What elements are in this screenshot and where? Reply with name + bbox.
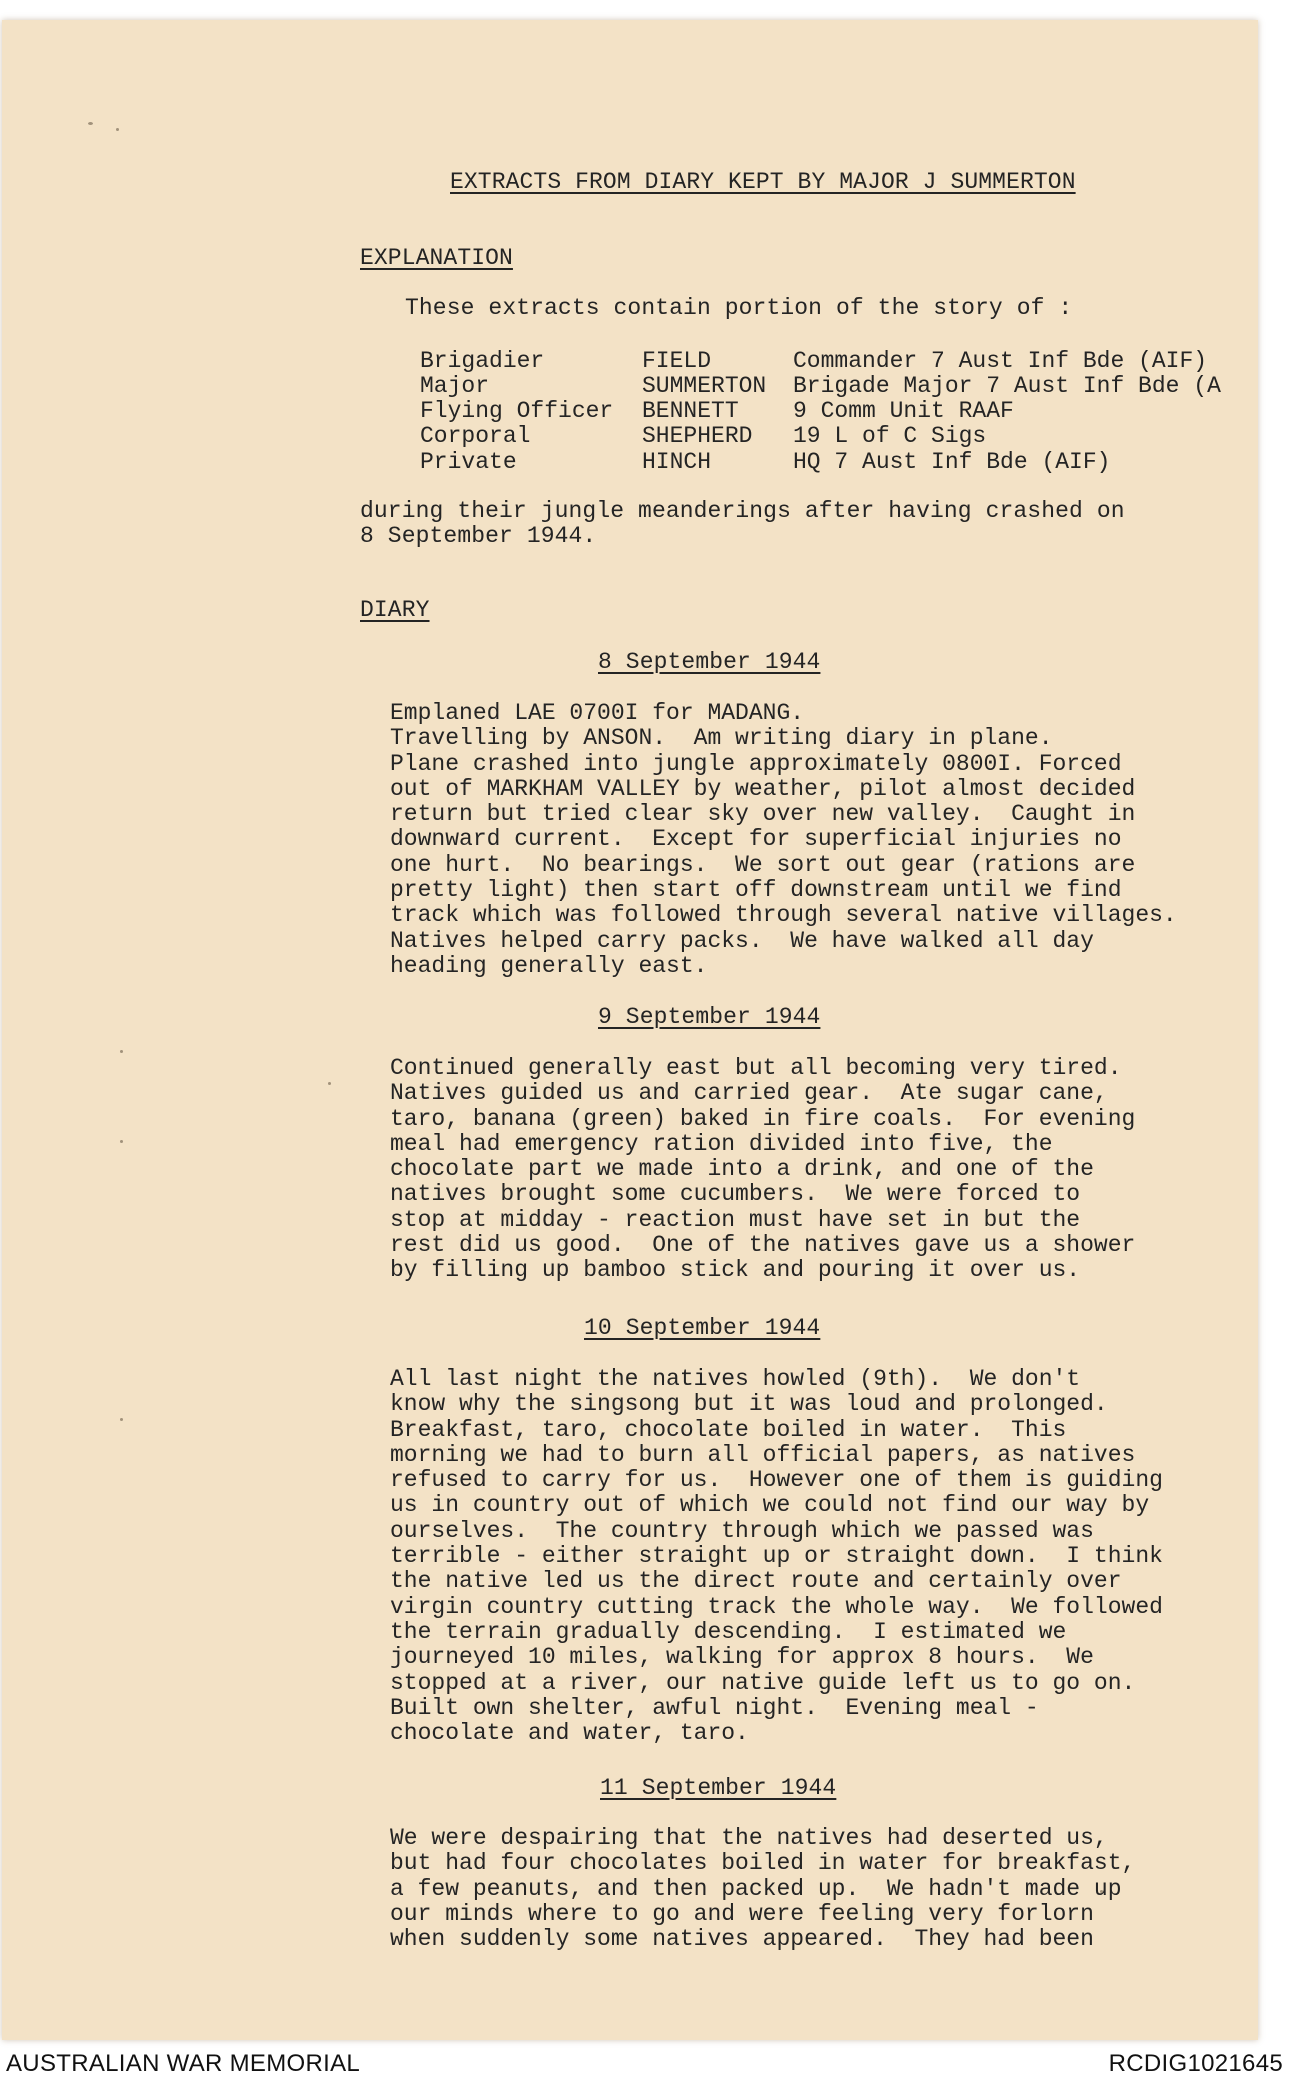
entry-line: the terrain gradually descending. I estimated we — [390, 1618, 1067, 1645]
paper-mark — [120, 1050, 123, 1053]
explanation-heading: EXPLANATION — [360, 245, 513, 271]
paper-mark — [116, 128, 119, 131]
cast-role: HQ 7 Aust Inf Bde (AIF) — [793, 449, 1111, 475]
document-title: EXTRACTS FROM DIARY KEPT BY MAJOR J SUMMERTON — [450, 169, 1076, 195]
entry-line: Built own shelter, awful night. Evening meal - — [390, 1694, 1039, 1721]
cast-name: FIELD — [642, 348, 712, 374]
entry-line: natives brought some cucumbers. We were forced to — [390, 1181, 1081, 1208]
outro-line: 8 September 1944. — [360, 523, 597, 549]
cast-name: BENNETT — [642, 398, 739, 424]
cast-name: HINCH — [642, 449, 712, 475]
paper-mark — [120, 1140, 123, 1143]
entry-date: 9 September 1944 — [598, 1004, 821, 1030]
entry-date: 8 September 1944 — [598, 649, 821, 675]
footer-archive-name: AUSTRALIAN WAR MEMORIAL — [6, 2050, 361, 2077]
paper-mark — [328, 1082, 331, 1085]
entry-line: pretty light) then start off downstream until we find — [390, 877, 1122, 904]
entry-line: chocolate and water, taro. — [390, 1720, 749, 1747]
entry-line: return but tried clear sky over new valley. Caught in — [390, 801, 1136, 828]
entry-line: Emplaned LAE 0700I for MADANG. — [390, 700, 805, 726]
cast-name: SUMMERTON — [642, 373, 767, 399]
entry-line: out of MARKHAM VALLEY by weather, pilot almost decided — [390, 775, 1136, 802]
entry-body — [390, 1367, 1163, 1746]
entry-line: stopped at a river, our native guide left us to go on. — [390, 1669, 1136, 1696]
entry-line: track which was followed through several native villages. — [390, 902, 1177, 929]
entry-line: Natives helped carry packs. We have walked all day — [390, 927, 1094, 954]
entry-line: terrible - either straight up or straight down. I think — [390, 1543, 1163, 1570]
entry-body — [390, 1056, 1135, 1284]
entry-line: stop at midday - reaction must have set in but the — [390, 1206, 1081, 1233]
entry-line: Breakfast, taro, chocolate boiled in water. This — [390, 1416, 1067, 1443]
entry-line: know why the singsong but it was loud and prolonged. — [390, 1391, 1108, 1418]
entry-body — [390, 701, 1177, 979]
intro-text: These extracts contain portion of the story of : — [405, 295, 1073, 321]
entry-line: refused to carry for us. However one of them is guiding — [390, 1467, 1163, 1494]
cast-rank: Major — [420, 373, 490, 399]
entry-line: taro, banana (green) baked in fire coals. For evening — [390, 1105, 1136, 1132]
paper-mark — [120, 1418, 123, 1421]
entry-line: Continued generally east but all becoming very tired. — [390, 1055, 1122, 1081]
entry-line: Natives guided us and carried gear. Ate sugar cane, — [390, 1080, 1108, 1107]
entry-line: one hurt. No bearings. We sort out gear (rations are — [390, 851, 1136, 878]
cast-role: Commander 7 Aust Inf Bde (AIF) — [793, 348, 1208, 374]
cast-rank: Private — [420, 449, 517, 475]
entry-body — [390, 1826, 1135, 1952]
entry-line: journeyed 10 miles, walking for approx 8 hours. We — [390, 1644, 1094, 1671]
entry-line: us in country out of which we could not find our way by — [390, 1492, 1150, 1519]
entry-line: heading generally east. — [390, 952, 708, 979]
entry-line: when suddenly some natives appeared. They had been — [390, 1926, 1094, 1953]
entry-line: We were despairing that the natives had deserted us, — [390, 1825, 1108, 1851]
entry-line: All last night the natives howled (9th). We don't — [390, 1366, 1081, 1392]
entry-line: meal had emergency ration divided into five, the — [390, 1130, 1053, 1157]
entry-line: by filling up bamboo stick and pouring it over us. — [390, 1257, 1081, 1284]
footer-record-id: RCDIG1021645 — [1108, 2050, 1283, 2077]
cast-rank: Flying Officer — [420, 398, 614, 424]
entry-line: Travelling by ANSON. Am writing diary in plane. — [390, 725, 1053, 752]
entry-line: a few peanuts, and then packed up. We hadn't made up — [390, 1875, 1122, 1902]
paper-mark — [88, 122, 93, 125]
cast-rank: Brigadier — [420, 348, 545, 374]
cast-role: 9 Comm Unit RAAF — [793, 398, 1014, 424]
entry-line: morning we had to burn all official papers, as natives — [390, 1441, 1136, 1468]
cast-name: SHEPHERD — [642, 423, 753, 449]
entry-line: virgin country cutting track the whole way. We followed — [390, 1593, 1163, 1620]
cast-rank: Corporal — [420, 423, 531, 449]
cast-role: 19 L of C Sigs — [793, 423, 987, 449]
entry-line: downward current. Except for superficial injuries no — [390, 826, 1122, 853]
diary-heading: DIARY — [360, 597, 430, 623]
entry-line: chocolate part we made into a drink, and one of the — [390, 1156, 1094, 1183]
cast-role: Brigade Major 7 Aust Inf Bde (A — [793, 373, 1221, 399]
outro-line: during their jungle meanderings after having crashed on — [360, 498, 1125, 524]
entry-line: the native led us the direct route and certainly over — [390, 1568, 1122, 1595]
entry-line: our minds where to go and were feeling very forlorn — [390, 1900, 1094, 1927]
entry-date: 10 September 1944 — [584, 1315, 821, 1341]
entry-line: Plane crashed into jungle approximately 0800I. Forced — [390, 750, 1122, 777]
entry-line: rest did us good. One of the natives gave us a shower — [390, 1232, 1136, 1259]
entry-line: but had four chocolates boiled in water for breakfast, — [390, 1850, 1136, 1877]
entry-date: 11 September 1944 — [600, 1775, 837, 1801]
entry-line: ourselves. The country through which we passed was — [390, 1517, 1094, 1544]
